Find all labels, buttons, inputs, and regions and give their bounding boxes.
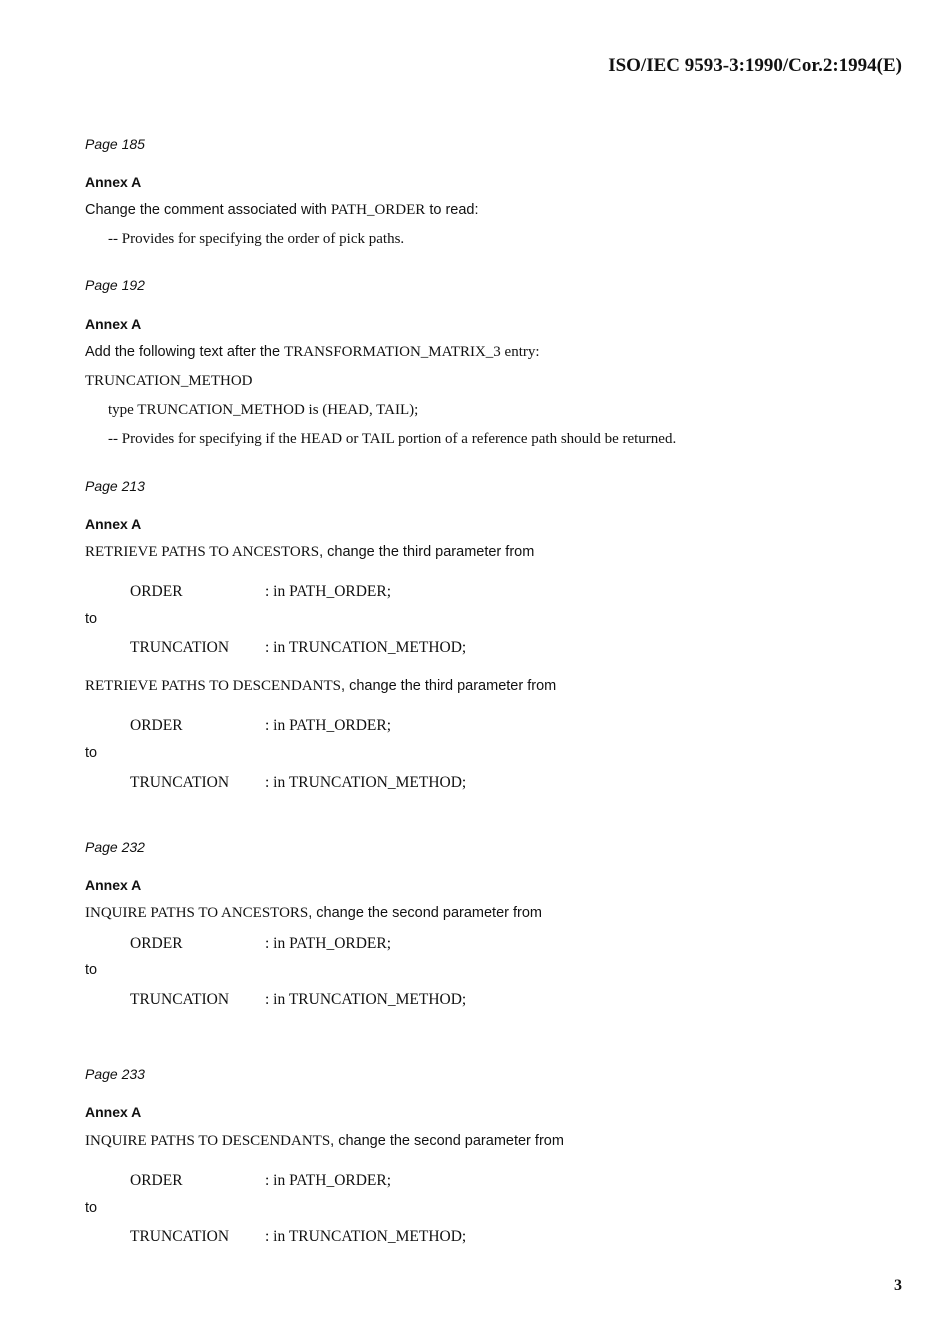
param-old-name: ORDER [130, 935, 183, 952]
instruction-text-end: , change the second parameter from [330, 1133, 564, 1149]
param-old-type: : in PATH_ORDER; [265, 583, 392, 600]
instruction-text-identifier: TRANSFORMATION_MATRIX_3 entry: [284, 344, 540, 360]
page-reference-232: Page 232 [85, 839, 145, 855]
instruction-text [85, 678, 556, 695]
param-new-type: : in TRUNCATION_METHOD; [265, 1228, 467, 1245]
annex-heading: Annex A [85, 516, 142, 532]
param-old-type: : in PATH_ORDER; [265, 1172, 392, 1189]
instruction-text-end: , change the third parameter from [341, 678, 557, 694]
annex-heading: Annex A [85, 174, 142, 190]
code-comment: -- Provides for specifying the order of pick paths. [108, 231, 405, 247]
instruction-text [85, 905, 542, 922]
annex-heading: Annex A [85, 1104, 142, 1120]
code-type-declaration: type TRUNCATION_METHOD is (HEAD, TAIL); [108, 402, 419, 418]
annex-heading: Annex A [85, 877, 142, 893]
instruction-text-end: , change the third parameter from [319, 544, 535, 560]
param-new-type: : in TRUNCATION_METHOD; [265, 991, 467, 1008]
instruction-text-identifier: RETRIEVE PATHS TO ANCESTORS [85, 544, 320, 560]
instruction-text-identifier: PATH_ORDER [330, 202, 426, 218]
instruction-text [85, 344, 540, 361]
to-label: to [85, 962, 98, 978]
instruction-text-end: to read: [425, 202, 479, 218]
param-old-name: ORDER [130, 717, 183, 734]
instruction-text-end: , change the second parameter from [308, 905, 542, 921]
param-old-name: ORDER [130, 583, 183, 600]
code-comment: -- Provides for specifying if the HEAD or TAIL portion of a reference path should be returned. [108, 431, 677, 447]
to-label: to [85, 1200, 98, 1216]
instruction-text [85, 1133, 564, 1150]
instruction-text-identifier: INQUIRE PATHS TO DESCENDANTS [85, 1133, 331, 1149]
instruction-text-start: Change the comment associated with [85, 202, 331, 218]
param-new-type: : in TRUNCATION_METHOD; [265, 639, 467, 656]
page-reference-192: Page 192 [85, 277, 145, 293]
param-new-name: TRUNCATION [130, 639, 230, 656]
instruction-text [85, 202, 479, 219]
page-reference-213: Page 213 [85, 478, 145, 494]
param-new-type: : in TRUNCATION_METHOD; [265, 774, 467, 791]
annex-heading: Annex A [85, 316, 142, 332]
page-number: 3 [894, 1277, 902, 1294]
page-reference-185: Page 185 [85, 136, 145, 152]
param-old-name: ORDER [130, 1172, 183, 1189]
instruction-text-identifier: RETRIEVE PATHS TO DESCENDANTS [85, 678, 342, 694]
instruction-text [85, 544, 534, 561]
param-new-name: TRUNCATION [130, 1228, 230, 1245]
param-new-name: TRUNCATION [130, 991, 230, 1008]
param-old-type: : in PATH_ORDER; [265, 717, 392, 734]
to-label: to [85, 611, 98, 627]
page-reference-233: Page 233 [85, 1066, 145, 1082]
instruction-text-identifier: INQUIRE PATHS TO ANCESTORS [85, 905, 309, 921]
param-old-type: : in PATH_ORDER; [265, 935, 392, 952]
code-item-name: TRUNCATION_METHOD [85, 373, 253, 389]
instruction-text-start: Add the following text after the [85, 344, 285, 360]
to-label: to [85, 745, 98, 761]
document-header-title: ISO/IEC 9593-3:1990/Cor.2:1994(E) [608, 55, 902, 76]
param-new-name: TRUNCATION [130, 774, 230, 791]
